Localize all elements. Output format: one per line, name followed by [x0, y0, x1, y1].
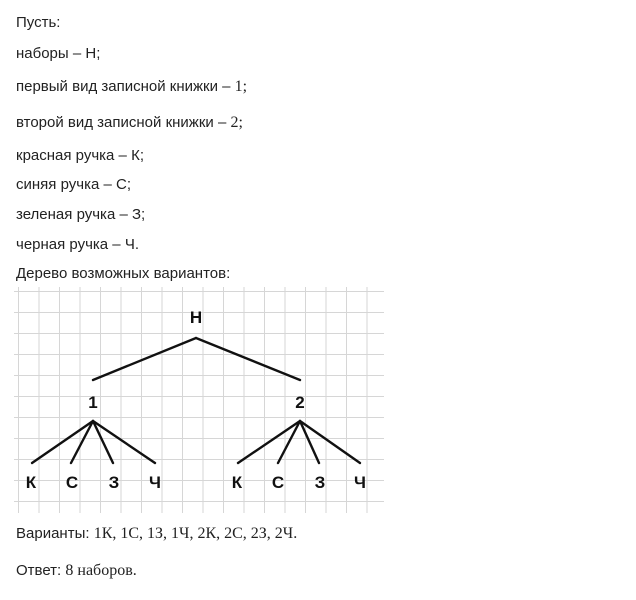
definition-black-pen: [16, 235, 139, 255]
definition-symbol: 1;: [234, 78, 248, 95]
edge-root-2: [196, 338, 300, 380]
tree-leaf: З: [314, 473, 326, 492]
definition-red-pen: [16, 146, 144, 166]
answer-value: 8 наборов.: [65, 562, 137, 579]
edge-2-s: [278, 421, 300, 463]
definition-blue-pen: [16, 175, 131, 195]
tree-node-1: 1: [88, 393, 98, 412]
definition-notebook-1: [16, 77, 247, 97]
edge-root-1: [93, 338, 196, 380]
definition-notebook-2: [16, 113, 243, 133]
tree-leaf: Ч: [354, 473, 366, 492]
definition-label: красная ручка –: [16, 147, 132, 164]
edge-2-z: [300, 421, 319, 463]
edge-2-k: [238, 421, 300, 463]
intro-text: Пусть:: [16, 14, 61, 31]
edge-1-s: [71, 421, 93, 463]
definition-label: наборы –: [16, 45, 86, 62]
definition-label: черная ручка –: [16, 236, 125, 253]
variants-line: [16, 524, 297, 544]
definition-label: зеленая ручка –: [16, 206, 132, 223]
tree-leaf: З: [108, 473, 120, 492]
definition-label: синяя ручка –: [16, 176, 116, 193]
tree-leaf: К: [25, 473, 37, 492]
answer-line: [16, 561, 137, 581]
tree-leaf: С: [65, 473, 79, 492]
edge-1-ch: [93, 421, 155, 463]
tree-leaf: Ч: [149, 473, 161, 492]
definition-label: первый вид записной книжки –: [16, 78, 235, 95]
tree-leaf: С: [271, 473, 285, 492]
definition-symbol: К;: [131, 147, 144, 164]
definition-sets: [16, 44, 100, 64]
edge-1-k: [32, 421, 93, 463]
tree-node-2: 2: [295, 393, 305, 412]
definition-symbol: Ч.: [124, 236, 139, 253]
tree-diagram: [14, 287, 384, 513]
definition-label: второй вид записной книжки –: [16, 114, 231, 131]
definition-symbol: Н;: [85, 45, 101, 62]
tree-leaf: К: [231, 473, 243, 492]
definition-green-pen: [16, 205, 145, 225]
answer-label: Ответ:: [16, 562, 66, 579]
variants-value: 1К, 1С, 1З, 1Ч, 2К, 2С, 2З, 2Ч.: [93, 525, 298, 542]
tree-title: Дерево возможных вариантов:: [16, 265, 231, 282]
edge-2-ch: [300, 421, 360, 463]
definition-symbol: З;: [131, 206, 146, 223]
tree-svg: [14, 287, 384, 513]
definition-symbol: С;: [115, 176, 131, 193]
definition-symbol: 2;: [230, 114, 243, 131]
edge-1-z: [93, 421, 113, 463]
tree-root-node: Н: [189, 308, 203, 327]
variants-label: Варианты:: [16, 525, 94, 542]
